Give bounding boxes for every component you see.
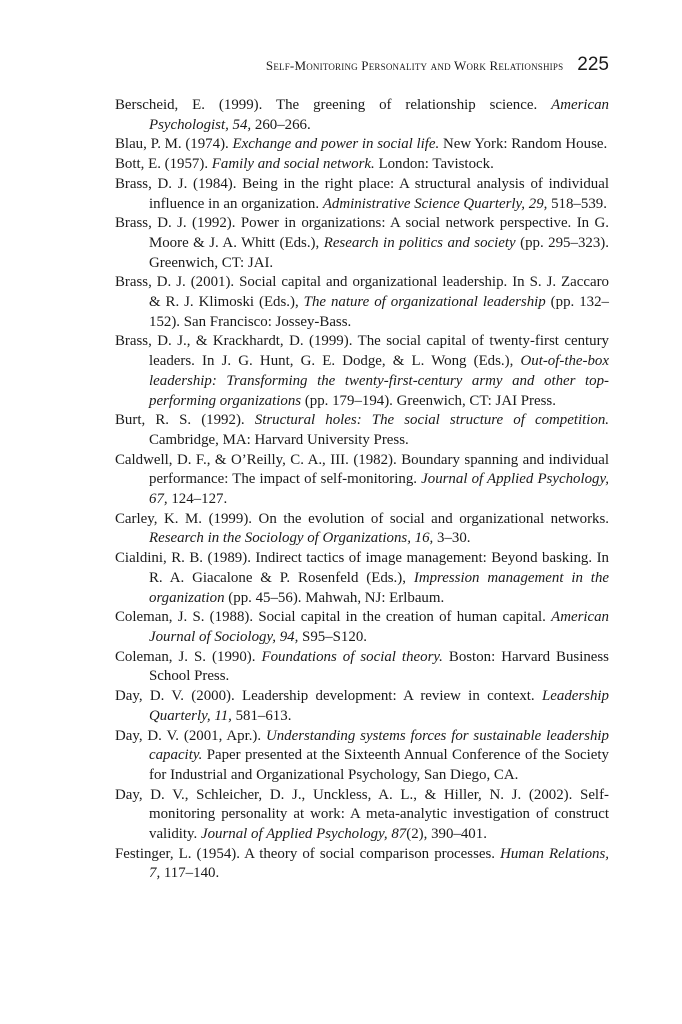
reference-source: Journal of Applied Psychology, 87 [200,826,407,843]
reference-text: Bott, E. (1957). [115,156,212,173]
reference-pages: New York: Random House. [439,136,608,153]
reference-entry [115,214,609,273]
reference-entry [115,451,609,510]
reference-text: Caldwell, D. F., & O’Reilly, C. A., III. (1982). Boundary spanning and individual performance: The impact of self-monitoring. [115,451,609,488]
reference-text: Festinger, L. (1954). A theory of social comparison processes. [115,845,501,862]
reference-source: American Journal of Sociology, 94, [149,609,609,645]
reference-source: American Psychologist, 54, [149,97,609,133]
reference-source: Exchange and power in social life. [232,136,440,153]
reference-pages: Cambridge, MA: Harvard University Press. [149,431,409,448]
reference-entry [115,175,609,214]
running-head [115,54,609,76]
reference-source: Research in the Sociology of Organizations, 16, [149,530,434,547]
running-head-title: Self-Monitoring Personality and Work Relationships [265,58,564,73]
reference-text: Day, D. V. (2000). Leadership development: A review in context. [115,688,542,705]
reference-source: Family and social network. [211,156,375,173]
reference-pages: Paper presented at the Sixteenth Annual Conference of the Society for Industrial and Organizational Psychology, San Diego, CA. [149,747,609,783]
reference-text: Cialdini, R. B. (1989). Indirect tactics of image management: Beyond basking. In R. A. Giacalone & P. Rosenfeld (Eds.), [115,550,609,586]
reference-pages: 124–127. [167,491,228,508]
reference-entry [115,648,609,687]
reference-source: Research in politics and society [323,234,516,251]
reference-pages: 581–613. [231,707,292,724]
reference-entry [115,608,609,647]
reference-pages: 3–30. [433,530,471,547]
reference-source: Leadership Quarterly, 11, [149,688,609,724]
reference-pages: (2), 390–401. [406,826,487,843]
reference-entry [115,786,609,845]
reference-entry [115,332,609,411]
reference-pages: 518–539. [547,195,607,212]
reference-entry [115,155,609,175]
reference-pages: (pp. 132–152). San Francisco: Jossey-Bass. [149,294,609,330]
reference-pages: Boston: Harvard Business School Press. [149,648,609,685]
reference-text: Day, D. V. (2001, Apr.). [115,727,266,744]
reference-text: Brass, D. J. (1984). Being in the right place: A structural analysis of individual influence in an organization. [115,175,609,212]
reference-source: The nature of organizational leadership [303,294,546,311]
reference-text: Brass, D. J. (1992). Power in organizations: A social network perspective. In G. Moore & J. A. Whitt (Eds.), [115,215,609,251]
reference-entry [115,549,609,608]
reference-entry [115,687,609,726]
reference-pages: (pp. 179–194). Greenwich, CT: JAI Press. [301,392,556,409]
reference-text: Coleman, J. S. (1988). Social capital in the creation of human capital. [115,609,552,626]
reference-entry [115,273,609,332]
reference-text: Brass, D. J., & Krackhardt, D. (1999). The social capital of twenty-first century leaders. In J. G. Hunt, G. E. Dodge, & L. Wong (Eds.), [115,333,609,370]
reference-source: Out-of-the-box leadership: Transforming the twenty-first-century army and other top-performing organizations [149,353,609,409]
reference-text: Brass, D. J. (2001). Social capital and organizational leadership. In S. J. Zaccaro & R. J. Klimoski (Eds.), [115,274,609,311]
reference-text: Coleman, J. S. (1990). [115,648,262,665]
reference-list [115,96,609,884]
reference-pages: (pp. 295–323). Greenwich, CT: JAI. [149,234,609,271]
reference-text: Blau, P. M. (1974). [115,136,233,153]
reference-entry [115,845,609,884]
reference-pages: S95–S120. [298,628,367,645]
reference-entry [115,135,609,155]
reference-source: Understanding systems forces for sustainable leadership capacity. [149,727,609,764]
reference-entry [115,727,609,786]
reference-source: Human Relations, 7, [149,845,609,882]
reference-pages: 260–266. [251,116,311,133]
reference-source: Impression management in the organization [149,569,609,606]
reference-pages: London: Tavistock. [374,156,494,173]
reference-pages: (pp. 45–56). Mahwah, NJ: Erlbaum. [224,589,445,606]
reference-text: Berscheid, E. (1999). The greening of relationship science. [115,97,552,113]
reference-source: Administrative Science Quarterly, 29, [322,195,548,212]
reference-entry [115,411,609,450]
reference-text: Day, D. V., Schleicher, D. J., Unckless, A. L., & Hiller, N. J. (2002). Self-monitoring personality at work: A meta-analytic investigation of construct validity. [115,786,609,843]
reference-source: Journal of Applied Psychology, 67, [149,471,609,508]
reference-text: Burt, R. S. (1992). [115,412,255,429]
reference-entry [115,510,609,549]
reference-pages: 117–140. [160,865,220,882]
reference-entry [115,96,609,135]
page-number: 225 [577,54,609,75]
reference-source: Foundations of social theory. [261,648,443,665]
reference-source: Structural holes: The social structure of competition. [254,412,609,429]
reference-text: Carley, K. M. (1999). On the evolution of social and organizational networks. [115,510,609,527]
